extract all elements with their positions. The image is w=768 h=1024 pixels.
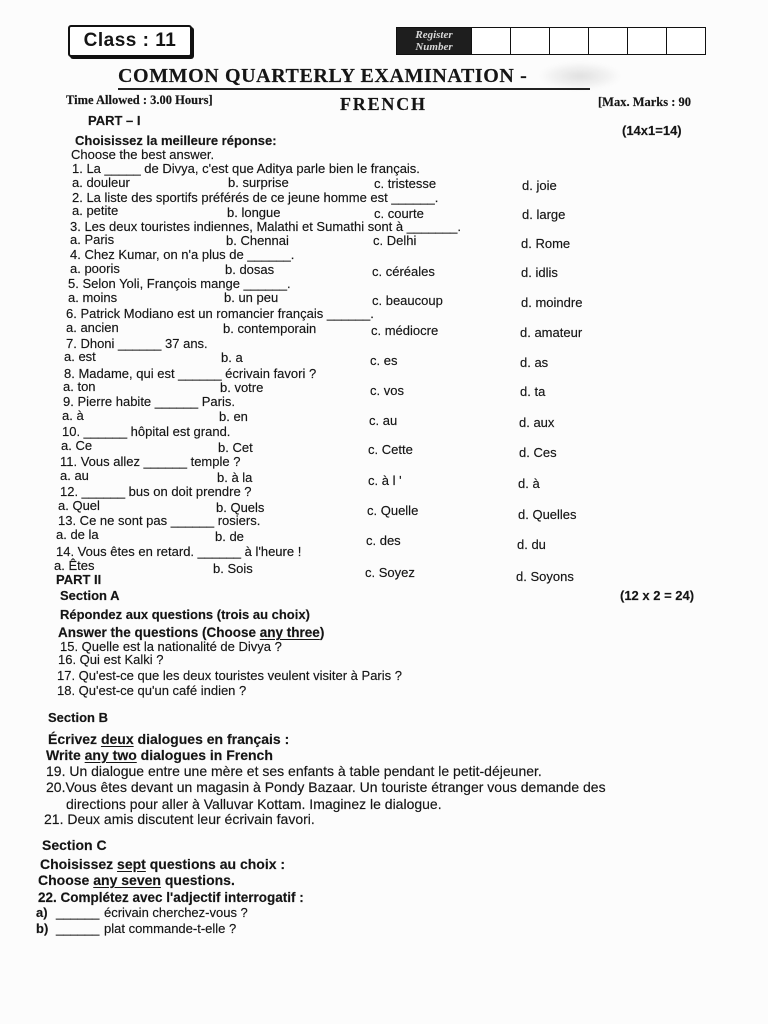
option-a: a. petite — [72, 203, 119, 218]
title-underline — [118, 88, 590, 90]
item-b-blank: ______ — [56, 921, 100, 936]
option-a: a. ton — [63, 379, 96, 394]
option-d: d. amateur — [520, 325, 583, 340]
question-20-line1: 20.Vous êtes devant un magasin à Pondy Bazaar. Un touriste étranger vous demande des — [46, 779, 606, 795]
section-c-instruction-fr — [40, 856, 285, 872]
part2-title: PART II — [56, 572, 102, 587]
option-d: d. idlis — [521, 265, 558, 280]
option-b: b. a — [221, 350, 243, 365]
question-stem: 3. Les deux touristes indiennes, Malathi et Sumathi sont à _______. — [70, 219, 461, 234]
option-d: d. joie — [522, 178, 557, 193]
question-stem: 8. Madame, qui est ______ écrivain favori ? — [64, 366, 317, 381]
section-a-title: Section A — [60, 588, 120, 603]
option-a: a. de la — [56, 527, 99, 542]
register-digit-cell — [549, 28, 588, 54]
option-c: c. médiocre — [371, 323, 439, 338]
instruction-text: questions au choix : — [145, 856, 286, 872]
option-b: b. en — [219, 409, 248, 424]
question-15: 15. Quelle est la nationalité de Divya ? — [60, 639, 282, 654]
instruction-text: Write — [46, 747, 85, 763]
option-a: a. à — [62, 408, 84, 423]
option-d: d. à — [518, 476, 540, 491]
option-d: d. as — [520, 355, 549, 370]
option-c: c. céréales — [372, 264, 435, 279]
option-b: b. dosas — [225, 262, 275, 277]
option-a: a. est — [64, 349, 96, 364]
section-c-title: Section C — [42, 837, 107, 853]
instruction-text: dialogues in French — [136, 747, 273, 763]
option-d: d. Quelles — [518, 507, 577, 522]
instruction-emphasis: any seven — [93, 872, 161, 888]
question-stem: 12. ______ bus on doit prendre ? — [60, 484, 252, 499]
option-c: c. au — [369, 413, 398, 428]
option-c: c. vos — [370, 383, 404, 398]
option-a: a. Paris — [70, 232, 115, 247]
question-stem: 1. La _____ de Divya, c'est que Aditya parle bien le français. — [72, 161, 420, 176]
option-c: c. Cette — [368, 442, 413, 457]
instruction-text: Choose — [38, 872, 94, 888]
register-label-line2: Number — [415, 41, 453, 53]
option-b: b. Cet — [218, 440, 253, 455]
instruction-emphasis: sept — [117, 856, 146, 872]
part1-instruction-en: Choose the best answer. — [71, 147, 215, 162]
instruction-text: Écrivez — [48, 731, 101, 747]
class-label: Class : 11 — [83, 30, 177, 51]
register-digit-cell — [588, 28, 627, 54]
item-a-label: a) — [36, 905, 48, 920]
question-17: 17. Qu'est-ce que les deux touristes veulent visiter à Paris ? — [57, 668, 402, 683]
part1-instruction-fr: Choisissez la meilleure réponse: — [75, 133, 277, 148]
option-b: b. Chennai — [226, 233, 289, 248]
section-b-title: Section B — [48, 710, 108, 725]
section-b-instruction-en — [46, 747, 273, 763]
question-stem: 6. Patrick Modiano est un romancier français ______. — [66, 306, 374, 321]
option-d: d. ta — [520, 384, 546, 399]
option-c: c. courte — [374, 206, 424, 221]
question-stem: 11. Vous allez ______ temple ? — [60, 454, 241, 469]
option-b: b. surprise — [228, 175, 289, 190]
time-allowed: Time Allowed : 3.00 Hours] — [66, 93, 213, 107]
option-b: b. longue — [227, 205, 281, 220]
register-digit-cell — [666, 28, 705, 54]
option-b: b. de — [215, 529, 244, 544]
option-d: d. Rome — [521, 236, 571, 251]
register-digit-cell — [627, 28, 666, 54]
register-number-label — [397, 28, 471, 54]
instruction-text: questions. — [160, 872, 235, 888]
option-d: d. Soyons — [516, 569, 574, 584]
register-label-line1: Register — [415, 29, 453, 41]
option-a: a. moins — [68, 290, 118, 305]
question-18: 18. Qu'est-ce qu'un café indien ? — [57, 683, 247, 698]
question-16: 16. Qui est Kalki ? — [58, 652, 164, 667]
question-stem: 13. Ce ne sont pas ______ rosiers. — [58, 513, 261, 528]
question-20-line2: directions pour aller à Valluvar Kottam. Imaginez le dialogue. — [66, 796, 442, 812]
instruction-emphasis: any two — [84, 747, 137, 763]
question-stem: 4. Chez Kumar, on n'a plus de ______. — [70, 247, 295, 262]
question-19: 19. Un dialogue entre une mère et ses enfants à table pendant le petit-déjeuner. — [46, 763, 542, 779]
question-21: 21. Deux amis discutent leur écrivain favori. — [44, 811, 315, 827]
option-b: b. à la — [217, 470, 253, 485]
option-a: a. Êtes — [54, 558, 95, 573]
option-b: b. contemporain — [223, 321, 317, 336]
option-a: a. au — [60, 468, 89, 483]
option-b: b. Quels — [216, 500, 265, 515]
option-a: a. douleur — [72, 175, 130, 190]
option-d: d. aux — [519, 415, 555, 430]
instruction-text: dialogues en français : — [133, 731, 290, 747]
section-a-instruction-fr: Répondez aux questions (trois au choix) — [60, 607, 310, 622]
question-stem: 9. Pierre habite ______ Paris. — [63, 394, 235, 409]
option-b: b. Sois — [213, 561, 253, 576]
section-c-instruction-en — [38, 872, 235, 888]
option-c: c. tristesse — [374, 176, 437, 191]
part1-marks: (14x1=14) — [622, 123, 682, 138]
option-d: d. Ces — [519, 445, 557, 460]
exam-title: COMMON QUARTERLY EXAMINATION - — [118, 65, 528, 87]
part1-title: PART – I — [88, 113, 141, 128]
instruction-emphasis: any three — [259, 625, 320, 640]
item-a-text: écrivain cherchez-vous ? — [104, 905, 248, 920]
instruction-emphasis: deux — [100, 731, 134, 747]
question-stem: 14. Vous êtes en retard. ______ à l'heure ! — [56, 544, 302, 559]
option-a: a. pooris — [70, 261, 120, 276]
option-c: c. beaucoup — [372, 293, 443, 308]
register-digit-cell — [471, 28, 510, 54]
question-stem: 2. La liste des sportifs préférés de ce jeune homme est ______. — [72, 190, 439, 205]
register-digit-cell — [510, 28, 549, 54]
option-b: b. votre — [220, 380, 264, 395]
class-box — [68, 25, 192, 57]
option-c: c. Delhi — [373, 233, 417, 248]
option-a: a. ancien — [66, 320, 119, 335]
item-a-blank: ______ — [56, 905, 100, 920]
section-b-instruction-fr — [48, 731, 289, 747]
option-c: c. des — [366, 533, 401, 548]
option-b: b. un peu — [224, 290, 279, 305]
option-a: a. Quel — [58, 498, 100, 513]
register-number-box — [396, 27, 706, 55]
instruction-text: Answer the questions (Choose — [58, 625, 260, 640]
redacted-smudge — [538, 62, 622, 90]
option-c: c. es — [370, 353, 398, 368]
section-a-marks: (12 x 2 = 24) — [620, 588, 695, 603]
max-marks: [Max. Marks : 90 — [598, 95, 692, 109]
option-c: c. Quelle — [367, 503, 419, 518]
option-d: d. moindre — [521, 295, 583, 310]
question-stem: 7. Dhoni ______ 37 ans. — [66, 336, 208, 351]
option-d: d. large — [522, 207, 566, 222]
item-b-text: plat commande-t-elle ? — [104, 921, 237, 936]
option-d: d. du — [517, 537, 546, 552]
question-22: 22. Complétez avec l'adjectif interrogatif : — [38, 890, 304, 905]
option-a: a. Ce — [61, 438, 93, 453]
item-b-label: b) — [36, 921, 49, 936]
instruction-text: ) — [319, 625, 325, 640]
option-c: c. à l ' — [368, 473, 402, 488]
option-c: c. Soyez — [365, 565, 415, 580]
question-stem: 10. ______ hôpital est grand. — [62, 424, 231, 439]
instruction-text: Choisissez — [40, 856, 118, 872]
subject-title: FRENCH — [340, 94, 427, 114]
question-stem: 5. Selon Yoli, François mange ______. — [68, 276, 291, 291]
